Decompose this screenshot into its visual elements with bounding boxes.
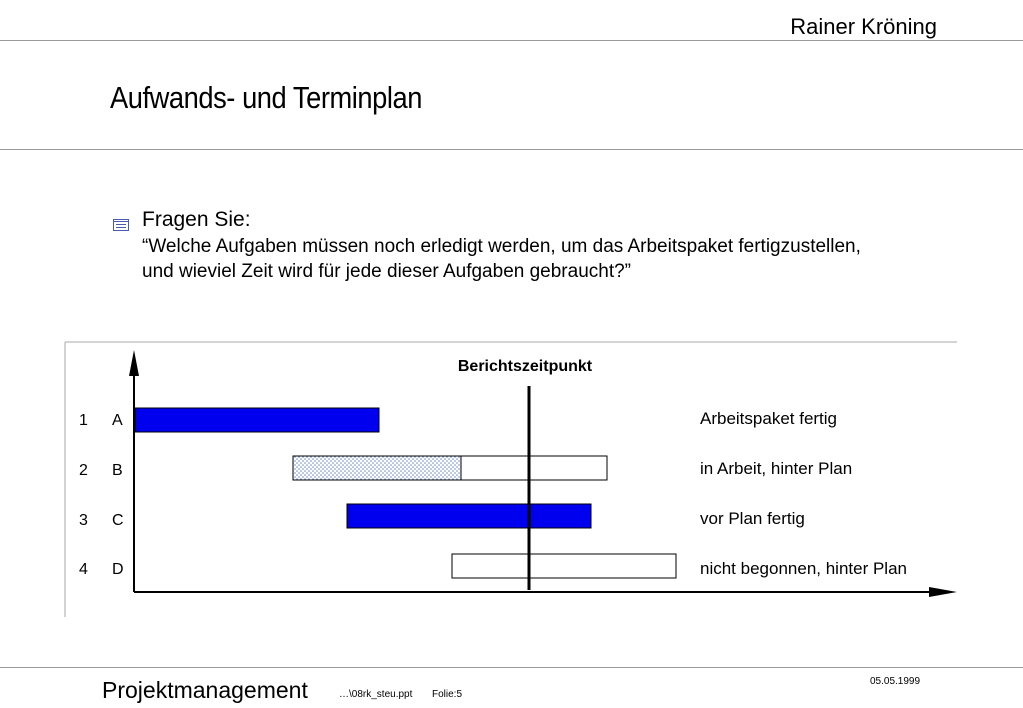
footer-file-path: …\08rk_steu.ppt (339, 689, 413, 700)
footer-course: Projektmanagement (102, 677, 308, 703)
task-status-1: Arbeitspaket fertig (700, 409, 838, 428)
task-letter-4: D (112, 561, 124, 578)
task-letter-3: C (112, 512, 124, 529)
task-letter-2: B (112, 462, 123, 479)
question-text: “Welche Aufgaben müssen noch erledigt werden, um das Arbeitspaket fertigzustellen, und wieviel Zeit wird für jede dieser Aufgaben gebraucht?” (142, 236, 861, 282)
x-axis-arrow (929, 587, 957, 597)
y-axis-arrow (129, 350, 139, 376)
header-divider-bottom (0, 149, 1023, 150)
question-label: Fragen Sie: (142, 208, 251, 231)
task-a-bar-done (135, 408, 379, 432)
task-b-bar-progress (293, 456, 461, 480)
task-number-2: 2 (79, 462, 88, 479)
gantt-diagram (0, 330, 1023, 630)
footer-slide-number: Folie:5 (432, 689, 463, 700)
task-d-bar-outline (452, 554, 676, 578)
author-name: Rainer Kröning (790, 14, 937, 39)
report-date-label: Berichtszeitpunkt (457, 358, 593, 375)
task-number-4: 4 (79, 561, 88, 578)
task-status-2: in Arbeit, hinter Plan (700, 459, 853, 478)
task-letter-1: A (112, 412, 123, 429)
footer-date: 05.05.1999 (870, 676, 921, 687)
page-title: Aufwands- und Terminplan (110, 80, 422, 115)
task-number-3: 3 (79, 512, 88, 529)
footer-divider (0, 667, 1023, 668)
task-status-3: vor Plan fertig (700, 509, 805, 528)
notepad-bullet-icon (113, 219, 129, 231)
header-divider-top (0, 40, 1023, 41)
task-number-1: 1 (79, 412, 88, 429)
task-status-4: nicht begonnen, hinter Plan (700, 559, 907, 578)
task-c-bar-done (347, 504, 591, 528)
